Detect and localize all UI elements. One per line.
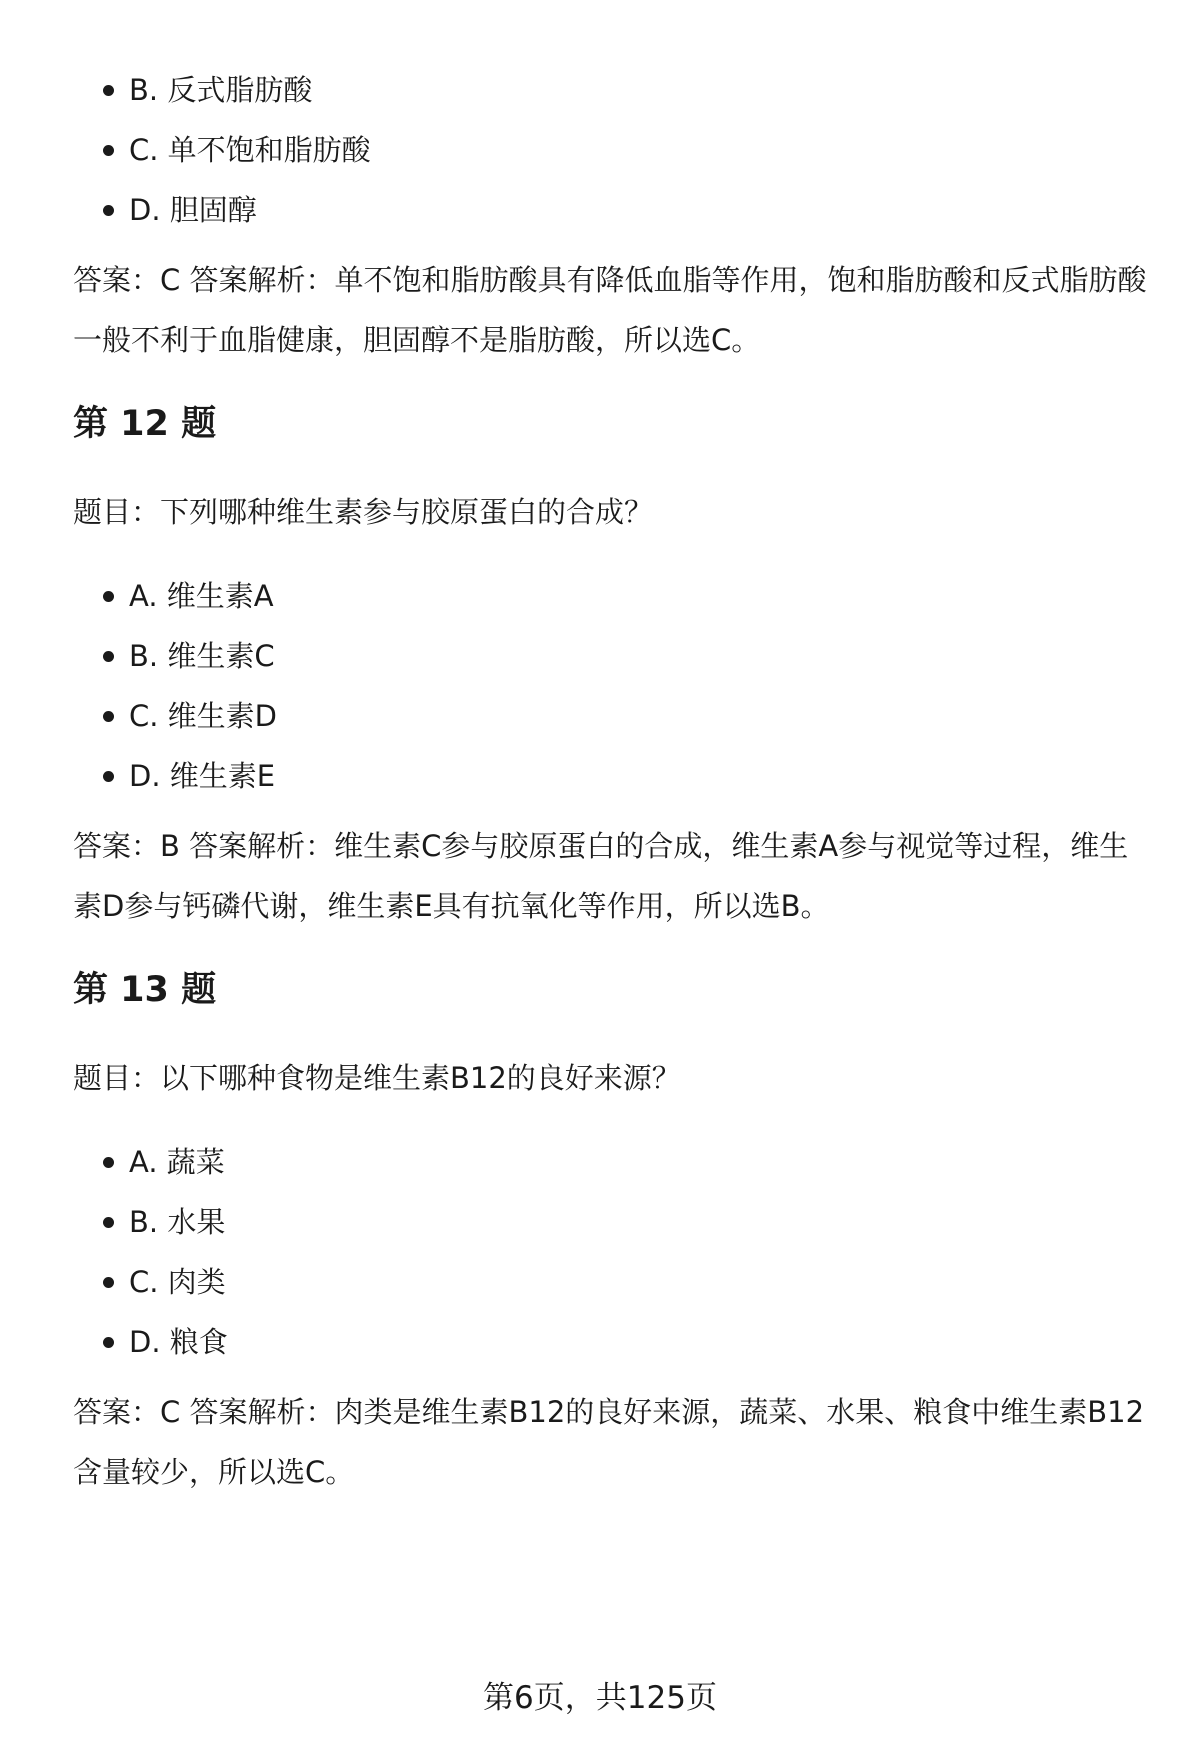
question-title: 第 12 题 — [73, 404, 217, 444]
option-item — [73, 1262, 1153, 1302]
bullet-icon — [103, 651, 114, 662]
option-item — [73, 70, 1153, 110]
option-item — [73, 696, 1153, 736]
page-footer: 第6页，共125页 — [483, 1680, 717, 1716]
bullet-icon — [103, 205, 114, 216]
bullet-icon — [103, 1157, 114, 1168]
answer-explanation: 答案：C 答案解析：单不饱和脂肪酸具有降低血脂等作用，饱和脂肪酸和反式脂肪酸一般不利于血脂健康，胆固醇不是脂肪酸，所以选C。 — [73, 263, 1147, 357]
bullet-icon — [103, 85, 114, 96]
option-item — [73, 1202, 1153, 1242]
option-text: C. 肉类 — [129, 1265, 226, 1299]
option-item — [73, 756, 1153, 796]
question-options — [73, 576, 1153, 796]
question-stem: 题目：下列哪种维生素参与胶原蛋白的合成？ — [73, 495, 654, 529]
bullet-icon — [103, 591, 114, 602]
question-options — [73, 1142, 1153, 1362]
option-item — [73, 190, 1153, 230]
option-text: B. 水果 — [129, 1205, 226, 1239]
option-text: A. 蔬菜 — [129, 1145, 225, 1179]
option-item — [73, 1322, 1153, 1362]
bullet-icon — [103, 145, 114, 156]
option-text: B. 反式脂肪酸 — [129, 73, 313, 107]
option-text: C. 维生素D — [129, 699, 278, 733]
prev-question-options — [73, 70, 1153, 230]
option-text: D. 维生素E — [129, 759, 276, 793]
answer-explanation: 答案：B 答案解析：维生素C参与胶原蛋白的合成，维生素A参与视觉等过程，维生素D参与钙磷代谢，维生素E具有抗氧化等作用，所以选B。 — [73, 829, 1129, 923]
answer-explanation: 答案：C 答案解析：肉类是维生素B12的良好来源，蔬菜、水果、粮食中维生素B12含量较少，所以选C。 — [73, 1395, 1145, 1489]
option-text: C. 单不饱和脂肪酸 — [129, 133, 371, 167]
bullet-icon — [103, 771, 114, 782]
bullet-icon — [103, 1217, 114, 1228]
bullet-icon — [103, 1337, 114, 1348]
option-text: D. 胆固醇 — [129, 193, 257, 227]
option-item — [73, 1142, 1153, 1182]
option-item — [73, 576, 1153, 616]
question-title: 第 13 题 — [73, 970, 217, 1010]
option-item — [73, 636, 1153, 676]
question-stem: 题目：以下哪种食物是维生素B12的良好来源？ — [73, 1061, 681, 1095]
option-text: A. 维生素A — [129, 579, 274, 613]
bullet-icon — [103, 1277, 114, 1288]
option-text: B. 维生素C — [129, 639, 275, 673]
page-content — [73, 70, 1153, 1502]
bullet-icon — [103, 711, 114, 722]
option-item — [73, 130, 1153, 170]
option-text: D. 粮食 — [129, 1325, 228, 1359]
